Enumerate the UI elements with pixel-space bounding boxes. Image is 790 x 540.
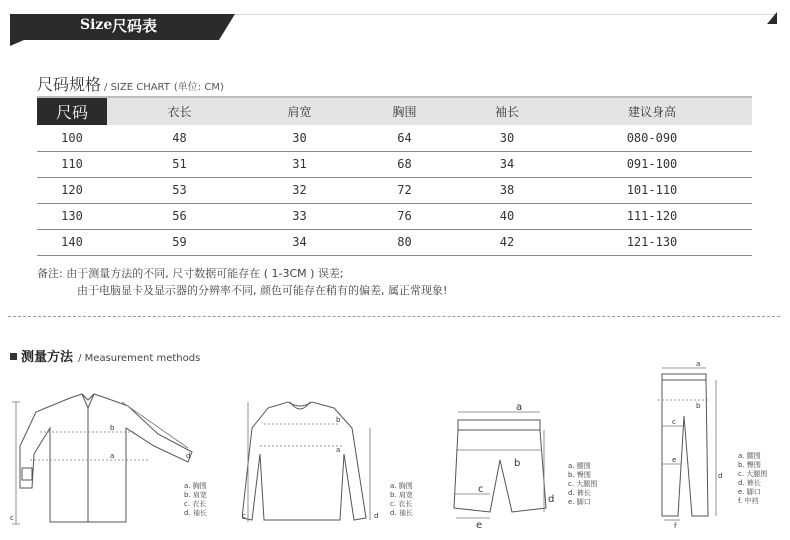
cell-height: 091-100 — [552, 151, 752, 177]
cell-size: 120 — [37, 177, 107, 203]
legend-item: a. 胸围 — [390, 482, 413, 490]
cell-shoulder: 31 — [252, 151, 347, 177]
pants-mark-e: e — [672, 456, 677, 464]
shorts-mark-e: e — [476, 520, 483, 528]
shorts-diagram — [450, 394, 560, 528]
shirt-diagram — [8, 388, 198, 528]
note-line-2: 由于电脑显卡及显示器的分辨率不同, 颜色可能存在稍有的偏差, 属正常现象! — [77, 284, 448, 297]
cell-length: 48 — [107, 125, 252, 151]
banner-fold — [10, 40, 24, 46]
cell-length: 53 — [107, 177, 252, 203]
pants-mark-c: c — [672, 418, 676, 426]
cell-sleeve: 42 — [462, 229, 552, 255]
cell-sleeve: 38 — [462, 177, 552, 203]
shirt-legend — [184, 482, 207, 518]
legend-item: c. 衣长 — [390, 500, 413, 508]
pants-mark-d: d — [718, 472, 723, 480]
cell-length: 59 — [107, 229, 252, 255]
cell-sleeve: 34 — [462, 151, 552, 177]
pants-legend — [738, 452, 767, 506]
measurement-title-en: / Measurement methods — [78, 353, 201, 364]
cell-height: 080-090 — [552, 125, 752, 151]
size-chart-unit: (单位: CM) — [173, 82, 224, 93]
cell-chest: 64 — [347, 125, 462, 151]
legend-item: b. 肩宽 — [184, 491, 207, 499]
shorts-mark-c: c — [478, 484, 484, 495]
table-row — [37, 151, 752, 177]
cell-length: 51 — [107, 151, 252, 177]
cell-height: 111-120 — [552, 203, 752, 229]
note-line-1: 备注: 由于测量方法的不同, 尺寸数据可能存在 ( 1-3CM ) 误差; — [37, 267, 344, 280]
cell-shoulder: 30 — [252, 125, 347, 151]
cell-chest: 80 — [347, 229, 462, 255]
table-header-row — [37, 97, 752, 125]
sweater-mark-b: b — [336, 416, 341, 424]
size-chart-title: 尺码规格 — [37, 75, 102, 94]
pants-mark-a: a — [696, 360, 701, 368]
shorts-mark-a: a — [516, 402, 523, 413]
table-row — [37, 203, 752, 229]
cell-size: 100 — [37, 125, 107, 151]
legend-item: e. 脚口 — [738, 488, 761, 496]
shorts-mark-b: b — [514, 458, 521, 469]
measurement-title: 测量方法 — [21, 350, 74, 365]
table-row — [37, 229, 752, 255]
size-chart-heading — [37, 72, 224, 95]
header-size: 尺码 — [37, 97, 107, 125]
legend-item: d. 袖长 — [184, 509, 207, 517]
cell-height: 121-130 — [552, 229, 752, 255]
legend-item: a. 腰围 — [738, 452, 761, 460]
legend-item: d. 裤长 — [568, 489, 591, 497]
sweater-diagram — [242, 394, 387, 529]
cell-chest: 72 — [347, 177, 462, 203]
legend-item: e. 脚口 — [568, 498, 591, 506]
size-table — [37, 96, 752, 256]
measurement-note — [37, 265, 447, 299]
sweater-mark-a: a — [336, 446, 341, 454]
bullet-square-icon — [10, 353, 17, 360]
banner-size-label: Size — [80, 17, 113, 33]
pants-mark-f: f — [674, 522, 677, 530]
header-height: 建议身高 — [552, 97, 752, 125]
cell-shoulder: 34 — [252, 229, 347, 255]
legend-item: f. 中裆 — [738, 497, 759, 505]
cell-sleeve: 40 — [462, 203, 552, 229]
sweater-mark-d: d — [374, 512, 379, 520]
cell-length: 56 — [107, 203, 252, 229]
header-chest: 胸围 — [347, 97, 462, 125]
pants-diagram — [652, 360, 732, 532]
shirt-mark-b: b — [110, 424, 115, 432]
cell-shoulder: 33 — [252, 203, 347, 229]
legend-item: b. 臀围 — [738, 461, 761, 469]
header-sleeve: 袖长 — [462, 97, 552, 125]
legend-item: b. 臀围 — [568, 471, 591, 479]
table-row — [37, 125, 752, 151]
banner-corner-triangle — [767, 12, 777, 24]
legend-item: d. 裤长 — [738, 479, 761, 487]
section-divider — [8, 316, 780, 317]
shorts-mark-d: d — [548, 494, 555, 505]
legend-item: b. 肩宽 — [390, 491, 413, 499]
shorts-legend — [568, 462, 597, 507]
cell-sleeve: 30 — [462, 125, 552, 151]
cell-shoulder: 32 — [252, 177, 347, 203]
size-chart-title-en: / SIZE CHART — [104, 82, 170, 93]
cell-size: 140 — [37, 229, 107, 255]
table-row — [37, 177, 752, 203]
cell-chest: 76 — [347, 203, 462, 229]
sweater-legend — [390, 482, 413, 518]
pants-mark-b: b — [696, 402, 701, 410]
shirt-mark-a: a — [110, 452, 115, 460]
legend-item: d. 袖长 — [390, 509, 413, 517]
sweater-mark-c: c — [242, 512, 246, 520]
cell-height: 101-110 — [552, 177, 752, 203]
header-shoulder: 肩宽 — [252, 97, 347, 125]
legend-item: c. 衣长 — [184, 500, 207, 508]
cell-chest: 68 — [347, 151, 462, 177]
legend-item: c. 大腿围 — [738, 470, 768, 478]
cell-size: 110 — [37, 151, 107, 177]
legend-item: a. 腰围 — [568, 462, 591, 470]
cell-size: 130 — [37, 203, 107, 229]
legend-item: a. 胸围 — [184, 482, 207, 490]
shirt-mark-c: c — [10, 514, 14, 522]
measurement-heading — [10, 346, 200, 365]
header-length: 衣长 — [107, 97, 252, 125]
shirt-mark-d: d — [186, 452, 191, 460]
legend-item: c. 大腿围 — [568, 480, 598, 488]
banner-title: 尺码表 — [112, 17, 158, 35]
